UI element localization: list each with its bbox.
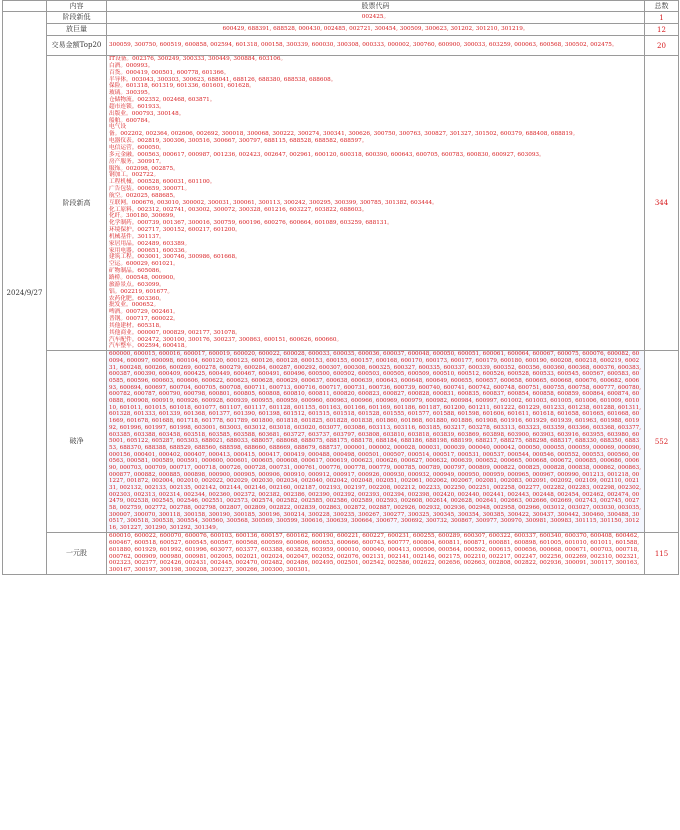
industry-line: 航空。002025, 688685。 — [109, 192, 179, 199]
industry-line: 服饰。002098, 002875。 — [109, 165, 179, 172]
industry-line: IT设备。002376, 300249, 300333, 300449, 300884, 603106。 — [109, 56, 287, 62]
industry-line: 半导体。003043, 300303, 300623, 688041, 688126, 688380, 688538, 688608。 — [109, 76, 337, 83]
industry-line: 矿物制品。605086。 — [109, 268, 165, 275]
row-top20 — [3, 36, 679, 56]
industry-line: 玻璃。300395。 — [109, 90, 154, 97]
industry-line: 汽车整车。002594, 600418。 — [109, 343, 191, 350]
codes-new-low: 002425。 — [107, 12, 645, 24]
row-one-yuan — [3, 532, 679, 574]
industry-line: 机械基件。301137。 — [109, 233, 165, 240]
industry-line: 多元金融。000563, 000617, 000987, 001236, 002423, 002647, 002961, 600120, 600318, 600390, 600643, 600705, 600783, 600830, 600927, 603093。 — [109, 151, 545, 158]
industry-line: 超市连锁。601933。 — [109, 103, 165, 110]
total-below-net: 552 — [645, 351, 679, 533]
industry-line: 家居用品。002489, 603389。 — [109, 240, 191, 247]
industry-line: 电器仪表。002819, 300306, 300516, 300667, 300797, 688115, 688528, 688582, 688597。 — [109, 138, 368, 145]
total-top20: 20 — [645, 36, 679, 56]
industry-line: 备。002202, 002364, 002606, 002692, 300018, 300068, 300222, 300274, 300341, 300626, 300750, 300763, 300827, 301327, 301502, 600379, 688408, 688819。 — [109, 131, 579, 138]
industry-line: 汽车配件。002472, 300100, 300176, 300237, 300863, 600151, 600626, 600660。 — [109, 336, 343, 343]
industry-line: 互联网。000676, 003010, 300002, 300031, 300061, 300113, 300242, 300295, 300399, 300785, 301382, 603444。 — [109, 199, 438, 206]
industry-line: 化工原料。002312, 002741, 003002, 300072, 300328, 601216, 603227, 603822, 688603。 — [109, 206, 368, 213]
industry-line: 其他建材。605318。 — [109, 322, 165, 329]
category-below-net: 破净 — [47, 351, 107, 533]
industry-line: 旅游景点。603099。 — [109, 281, 165, 288]
codes-one-yuan: 600010, 600022, 600070, 600076, 600103, 600136, 600157, 600162, 600190, 600221, 600227, 600231, 600255, 600289, 600307, 600322, 600337, 600340, 600370, 600408, 600462, 600467, 600518, 600527, 600545, 600567, 600568, 600569, 600606, 600653, 600666, 600743, 600777, 600804, 600811, 600871, 600881, 600898, 601005, 601010, 601011, 601588, 601880, 601929, 601992, 601996, 603077, 603377, 603388, 603828, 603959, 000010, 000040, 000413, 000506, 000564, 000592, 000615, 000656, 000668, 000671, 000703, 000718, 000762, 000909, 000980, 000981, 002005, 002021, 002024, 002047, 002052, 002076, 002131, 002141, 002146, 002175, 002210, 002217, 002247, 002256, 002269, 002310, 002321, 002323, 002377, 002426, 002431, 002445, 002470, 002482, 002486, 002495, 002501, 002542, 002586, 002622, 002656, 002663, 002808, 002822, 002936, 300091, 300117, 300163, 300167, 300197, 300198, 300208, 300237, 300266, 300300, 300301。 — [107, 532, 645, 574]
industry-line: 工程机械。000528, 600031, 601100。 — [109, 179, 216, 186]
row-below-net — [3, 351, 679, 533]
industry-line: 钢加工。002722。 — [109, 172, 160, 179]
industry-line: 房产服务。300917。 — [109, 158, 165, 165]
header-codes: 股票代码 — [107, 1, 645, 12]
header-total: 总数 — [645, 1, 679, 12]
industry-line: 电信运营。600050。 — [109, 144, 165, 151]
industry-line: 船舶。600784。 — [109, 117, 154, 124]
industry-line: 化学制药。000739, 001367, 300016, 300759, 600196, 600276, 600664, 601089, 603259, 688131。 — [109, 220, 393, 227]
industry-line: 空运。600029, 601021。 — [109, 261, 179, 268]
codes-new-high — [107, 56, 645, 351]
codes-huge-volume: 600429, 688391, 688528, 000430, 002485, 002721, 300454, 300509, 300623, 301202, 301210, 301219。 — [107, 24, 645, 36]
industry-line: 出版业。000793, 300148。 — [109, 110, 185, 117]
header-row — [3, 1, 679, 12]
row-new-high — [3, 56, 679, 351]
industry-line: 电气设 — [109, 124, 127, 131]
total-huge-volume: 12 — [645, 24, 679, 36]
industry-line: 白酒。000993。 — [109, 62, 154, 69]
industry-line: 农药化肥。603360。 — [109, 295, 165, 302]
total-one-yuan: 115 — [645, 532, 679, 574]
industry-line: 路桥。000548, 000900。 — [109, 275, 179, 281]
industry-line: 家用电器。000651, 600336。 — [109, 247, 191, 254]
industry-line: 化纤。300180, 300699。 — [109, 213, 179, 220]
date-cell: 2024/9/27 — [3, 12, 47, 575]
row-huge-volume — [3, 24, 679, 36]
industry-line: 仓储物流。002352, 002468, 603871。 — [109, 97, 216, 104]
industry-line: 普钢。000717, 600022。 — [109, 316, 179, 323]
total-new-high: 344 — [645, 56, 679, 351]
industry-line: 铝。002219, 601677。 — [109, 288, 174, 295]
codes-top20: 300059, 300750, 600519, 600858, 002594, 601318, 000158, 300339, 600030, 300308, 000333, 000002, 300760, 600900, 300033, 603259, 000063, 600568, 300502, 002475。 — [107, 36, 645, 56]
total-new-low: 1 — [645, 12, 679, 24]
industry-line: 广告包装。000659, 300071。 — [109, 186, 191, 193]
industry-line: 保险。601318, 601319, 601336, 601601, 601628。 — [109, 83, 255, 90]
category-huge-volume: 放巨量 — [47, 24, 107, 36]
codes-below-net: 600000, 600015, 600016, 600017, 600019, 600020, 600022, 600028, 600033, 600035, 600036, 600037, 600048, 600050, 600051, 600061, 600064, 600067, 600075, 600076, 600082, 600094, 600097, 600098, 600104, 600120, 600123, 600126, 600128, 600153, 600155, 600157, 600168, 600170, 600173, 600177, 600179, 600180, 600190, 600208, 600218, 600219, 600231, 600248, 600266, 600269, 600278, 600279, 600284, 600287, 600292, 600307, 600308, 600325, 600327, 600335, 600337, 600339, 600352, 600356, 600360, 600368, 600376, 600383, 600387, 600390, 600409, 600425, 600449, 600467, 600491, 600496, 600500, 600502, 600503, 600505, 600509, 600510, 600512, 600526, 600528, 600533, 600545, 600567, 600583, 600585, 600596, 600603, 600606, 600622, 600623, 600628, 600629, 600637, 600638, 600639, 600643, 600648, 600649, 600655, 600657, 600658, 600665, 600668, 600676, 600682, 600693, 600694, 600697, 600704, 600705, 600708, 600711, 600713, 600716, 600717, 600731, 600736, 600739, 600740, 600741, 600742, 600748, 600751, 600755, 600758, 600777, 600780, 600782, 600787, 600790, 600798, 600801, 600805, 600808, 600810, 600811, 600820, 600823, 600827, 600828, 600831, 600835, 600837, 600854, 600858, 600859, 600864, 600874, 600888, 600908, 600919, 600926, 600928, 600939, 600955, 600959, 600960, 600963, 600966, 600969, 600979, 600982, 600984, 600997, 601002, 601003, 601005, 601006, 601009, 601010, 601011, 601015, 601018, 601077, 601107, 601117, 601128, 601155, 601163, 601166, 601169, 601186, 601187, 601200, 601211, 601222, 601229, 601233, 601238, 601288, 601311, 601328, 601333, 601339, 601368, 601377, 601390, 601398, 601512, 601515, 601518, 601528, 601555, 601577, 601588, 601598, 601606, 601611, 601618, 601658, 601665, 601668, 601669, 601678, 601688, 601718, 601778, 601789, 601800, 601818, 601825, 601828, 601838, 601860, 601868, 601880, 601886, 601908, 601916, 601929, 601939, 601963, 601988, 601992, 601996, 601997, 601998, 603001, 603003, 603012, 603018, 603020, 603077, 603086, 603113, 603116, 603185, 603217, 603278, 603313, 603323, 603359, 603366, 603368, 603377, 603385, 603388, 603458, 603518, 603585, 603588, 603681, 603727, 603737, 603797, 603808, 603810, 603818, 603839, 603869, 603898, 603900, 603903, 603916, 603955, 603980, 605001, 605122, 605287, 605303, 688021, 688033, 688057, 688068, 688075, 688175, 688178, 688184, 688186, 688198, 688199, 688217, 688275, 688298, 688317, 688330, 688350, 688353, 688370, 688388, 688529, 688560, 688598, 688660, 688669, 688679, 688737, 000001, 000002, 000028, 000031, 000039, 000040, 000042, 000050, 000055, 000059, 000069, 000090, 000156, 000401, 000402, 000407, 000413, 000415, 000417, 000419, 000488, 000498, 000501, 000507, 000514, 000517, 000531, 000537, 000544, 000546, 000552, 000553, 000560, 000563, 000581, 000589, 000591, 000600, 000601, 000605, 000608, 000617, 000619, 000623, 000626, 000627, 000632, 000639, 000652, 000665, 000668, 000672, 000685, 000686, 000690, 000703, 000709, 000717, 000718, 000726, 000728, 000731, 000761, 000776, 000778, 000779, 000785, 000789, 000797, 000809, 000822, 000825, 000828, 000838, 000862, 000863, 000877, 000882, 000885, 000898, 000900, 000905, 000906, 000910, 000912, 000917, 000926, 000930, 000932, 000949, 000950, 000959, 000965, 000967, 000990, 001213, 001218, 001227, 001872, 002004, 002010, 002022, 002029, 002030, 002034, 002040, 002042, 002048, 002051, 002061, 002062, 002067, 002081, 002083, 002091, 002092, 002109, 002110, 002131, 002132, 002133, 002135, 002142, 002144, 002146, 002160, 002187, 002193, 002197, 002208, 002212, 002233, 002250, 002251, 002258, 002277, 002282, 002283, 002298, 002302, 002303, 002313, 002314, 002344, 002360, 002372, 002382, 002386, 002390, 002392, 002393, 002394, 002398, 002420, 002440, 002441, 002443, 002448, 002454, 002462, 002474, 002479, 002538, 002545, 002546, 002551, 002573, 002574, 002582, 002585, 002586, 002589, 002593, 002608, 002614, 002628, 002641, 002663, 002666, 002669, 002743, 002745, 002758, 002759, 002772, 002788, 002798, 002807, 002809, 002822, 002839, 002863, 002872, 002887, 002926, 002932, 002936, 002948, 002958, 002966, 003012, 003027, 003030, 003035, 300007, 300070, 300118, 300158, 300190, 300185, 300196, 300214, 300228, 300235, 300267, 300277, 300325, 300345, 300354, 300385, 300422, 300437, 300442, 300460, 300488, 300517, 300518, 300538, 300554, 300560, 300568, 300569, 300599, 300616, 300639, 300664, 300677, 300692, 300732, 300867, 300977, 300970, 300981, 300983, 301115, 301150, 301216, 301227, 301290, 301292, 301349。 — [107, 351, 645, 533]
category-new-low: 阶段新低 — [47, 12, 107, 24]
category-new-high: 阶段新高 — [47, 56, 107, 351]
industry-line: 环境保护。002717, 300152, 600217, 601200。 — [109, 227, 241, 234]
category-top20: 交易金额Top20 — [47, 36, 107, 56]
industry-line: 批发业。000652。 — [109, 302, 160, 309]
industry-line: 百货。000419, 000501, 600778, 601366。 — [109, 69, 230, 76]
category-one-yuan: 一元股 — [47, 532, 107, 574]
industry-line: 其他商业。000007, 000829, 002177, 301078。 — [109, 329, 241, 336]
stock-table — [2, 0, 679, 575]
header-content: 内容 — [47, 1, 107, 12]
industry-line: 建筑工程。003001, 300746, 300986, 601668。 — [109, 254, 241, 261]
header-date — [3, 1, 47, 12]
row-new-low — [3, 12, 679, 24]
industry-line: 啤酒。000729, 002461。 — [109, 309, 179, 316]
